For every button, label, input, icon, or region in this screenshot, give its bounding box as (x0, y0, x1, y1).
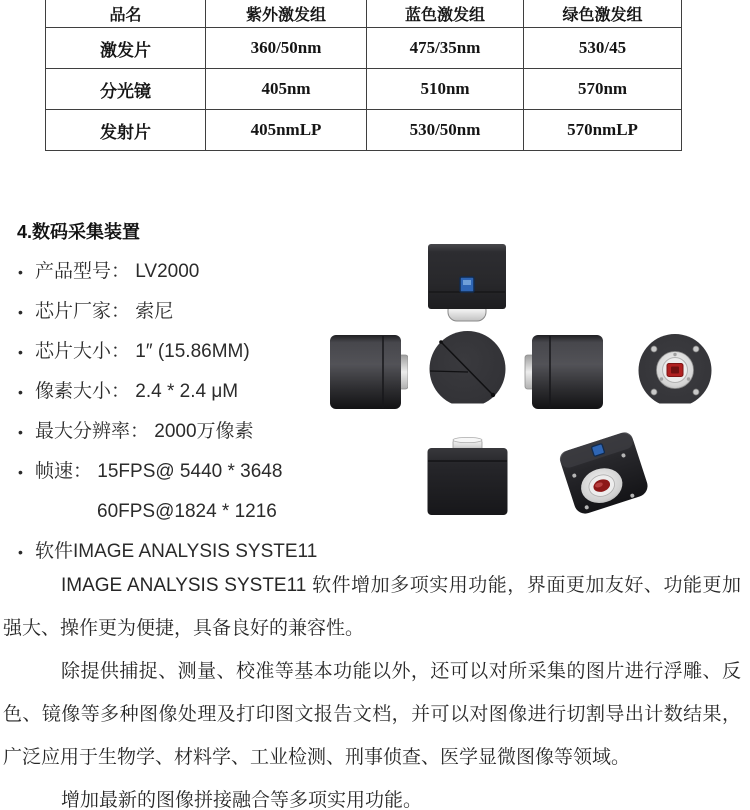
table-cell: 405nm (206, 69, 367, 110)
spec-bullet-item: • 帧速： 15FPS@ 5440 * 3648 (18, 452, 328, 492)
spec-bullet-item: • 像素大小： 2.4 * 2.4 μM (18, 372, 328, 412)
table-cell: 530/45 (524, 28, 682, 69)
description-paragraphs (3, 564, 741, 810)
table-cell: 570nm (524, 69, 682, 110)
table-header-cell: 品名 (46, 0, 206, 28)
table-cell: 475/35nm (367, 28, 524, 69)
table-cell: 530/50nm (367, 110, 524, 151)
table-cell: 570nmLP (524, 110, 682, 151)
camera-side-view-right-image (523, 335, 603, 409)
table-row (46, 110, 682, 151)
paragraph-functions: 除提供捕捉、测量、校准等基本功能以外，还可以对所采集的图片进行浮雕、反色、镜像等多种图像处理及打印图文报告文档，并可以对图像进行切割导出计数结果，广泛应用于生物学、材料学、工业检测、刑事侦查、医学显微图像等领域。 (3, 661, 741, 768)
table-cell: 510nm (367, 69, 524, 110)
section-heading: 4.数码采集装置 (17, 222, 141, 242)
table-header-cell: 蓝色激发组 (367, 0, 524, 28)
table-cell: 360/50nm (206, 28, 367, 69)
spec-bullet-item: • 芯片大小： 1″ (15.86MM) (18, 332, 328, 372)
spec-bullet-item: • 芯片厂家： 索尼 (18, 292, 328, 332)
camera-side-view-left-image (330, 335, 408, 409)
filter-spec-table (45, 0, 682, 151)
spec-bullet-item: • 软件IMAGE ANALYSIS SYSTE11 (18, 532, 328, 572)
camera-bottom-view-image (427, 437, 508, 516)
table-cell: 发射片 (46, 110, 206, 151)
spec-bullet-item: • 最大分辨率： 2000万像素 (18, 412, 328, 452)
table-header-cell: 紫外激发组 (206, 0, 367, 28)
table-cell: 405nmLP (206, 110, 367, 151)
table-row (46, 69, 682, 110)
table-header-cell: 绿色激发组 (524, 0, 682, 28)
camera-front-view-image (427, 331, 508, 409)
camera-product-figure (325, 238, 725, 530)
table-cell: 激发片 (46, 28, 206, 69)
paragraph-software-intro: IMAGE ANALYSIS SYSTE11 软件增加多项实用功能，界面更加友好、功能更加强大、操作更为便捷，具备良好的兼容性。 (3, 575, 741, 639)
spec-bullet-list (18, 252, 328, 572)
spec-bullet-item: • 产品型号： LV2000 (18, 252, 328, 292)
table-cell: 分光镜 (46, 69, 206, 110)
spec-bullet-continuation: 60FPS@1824 * 1216 (97, 501, 277, 522)
camera-back-view-image (637, 334, 713, 409)
camera-top-view-image (427, 243, 507, 325)
table-row (46, 28, 682, 69)
camera-perspective-view-image (558, 418, 652, 522)
paragraph-stitching: 增加最新的图像拼接融合等多项实用功能。 (61, 790, 423, 810)
table-header-row (46, 0, 682, 28)
